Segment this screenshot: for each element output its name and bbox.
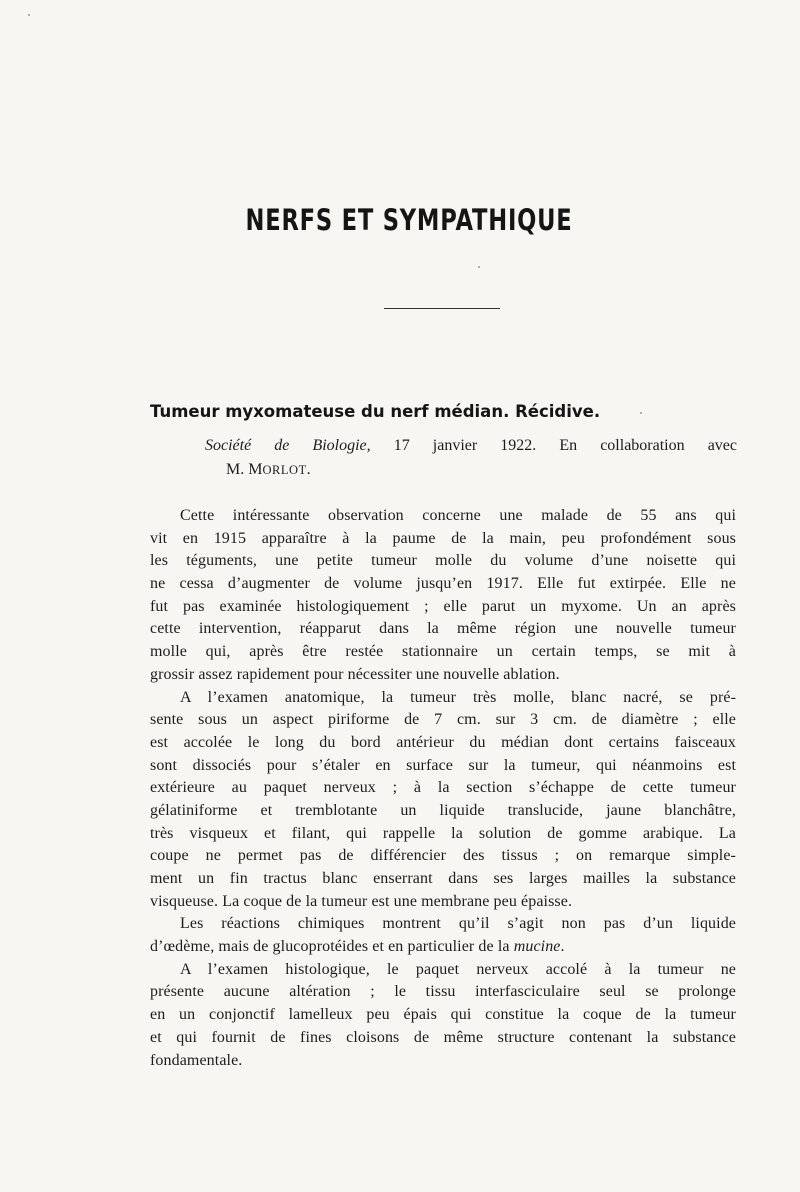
body-line: Cette intéressante observation concerne une malade de 55 ans qui — [180, 507, 736, 524]
body-line: très visqueux et filant, qui rappelle la solution de gomme arabique. La — [150, 824, 736, 842]
body-line: A l’examen anatomique, la tumeur très molle, blanc nacré, se pré- — [180, 688, 736, 706]
source-date: 17 janvier 1922. En collaboration avec — [370, 437, 737, 454]
body-line: extérieure au paquet nerveux ; à la section s’échappe de cette tumeur — [150, 779, 736, 797]
body-line: gélatiniforme et tremblotante un liquide translucide, jaune blanchâtre, — [150, 801, 736, 819]
article-title: Tumeur myxomateuse du nerf médian. Récidive. — [150, 402, 601, 421]
title-divider — [384, 308, 500, 309]
source-society: Société de Biologie, — [205, 437, 371, 454]
body-italic-term: mucine — [513, 938, 561, 956]
body-line: visqueuse. La coque de la tumeur est une membrane peu épaisse. — [150, 892, 573, 910]
coauthor-end: . — [306, 460, 311, 478]
body-line: Les réactions chimiques montrent qu’il s’agit non pas d’un liquide — [180, 915, 736, 933]
body-text-run: . — [560, 938, 565, 956]
print-speck — [640, 412, 642, 414]
body-line: et qui fournit de fines cloisons de même structure contenant la substance — [150, 1028, 736, 1046]
body-line: en un conjonctif lamelleux peu épais qui constitue la coque de la tumeur — [150, 1006, 736, 1024]
body-line: fondamentale. — [150, 1051, 243, 1069]
body-line — [150, 936, 736, 959]
coauthor-initial: M — [248, 460, 263, 478]
body-line: ne cessa d’augmenter de volume jusqu’en 1917. Elle fut extirpée. Elle ne — [150, 575, 736, 593]
source-line-1 — [205, 434, 737, 458]
article-source — [205, 434, 737, 482]
chapter-title: NERFS ET SYMPATHIQUE — [245, 203, 573, 237]
body-line: vit en 1915 apparaître à la paume de la main, peu profondément sous — [150, 529, 736, 547]
print-speck — [28, 14, 30, 16]
body-line: fut pas examinée histologiquement ; elle parut un myxome. Un an après — [150, 597, 736, 615]
article-body — [150, 505, 736, 1072]
body-line: coupe ne permet pas de différencier des tissus ; on remarque simple- — [150, 847, 736, 865]
body-line: les téguments, une petite tumeur molle du volume d’une noisette qui — [150, 552, 736, 570]
body-line: sont dissociés pour s’étaler en surface sur la tumeur, qui néanmoins est — [150, 756, 736, 774]
source-line-2 — [226, 458, 737, 483]
print-speck — [478, 266, 480, 268]
body-text-run: d’œdème, mais de glucoprotéides et en particulier de la — [150, 938, 514, 956]
body-line: sente sous un aspect piriforme de 7 cm. sur 3 cm. de diamètre ; elle — [150, 711, 736, 729]
coauthor-rest: ORLOT — [262, 462, 307, 477]
body-line: ment un fin tractus blanc enserrant dans ses larges mailles la substance — [150, 870, 736, 887]
body-line: présente aucune altération ; le tissu interfasciculaire seul se prolonge — [150, 983, 736, 1001]
body-line: molle qui, après être restée stationnaire un certain temps, se mit à — [150, 643, 736, 661]
coauthor-prefix: M. — [226, 460, 249, 478]
body-line: grossir assez rapidement pour nécessiter une nouvelle ablation. — [150, 665, 560, 683]
body-line: A l’examen histologique, le paquet nerveux accolé à la tumeur ne — [180, 960, 736, 978]
body-line: est accolée le long du bord antérieur du médian dont certains faisceaux — [150, 733, 736, 751]
body-line: cette intervention, réapparut dans la même région une nouvelle tumeur — [150, 620, 736, 638]
